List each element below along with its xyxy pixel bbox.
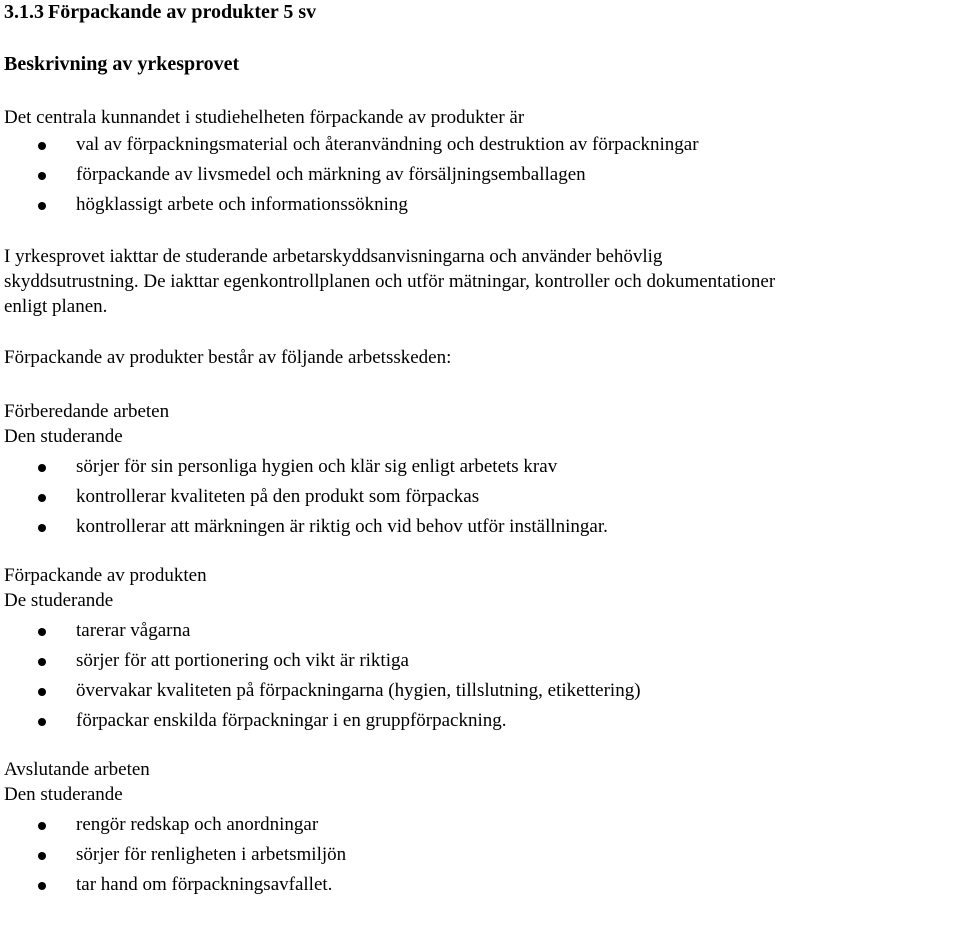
paragraph-line: skyddsutrustning. De iakttar egenkontrollplanen och utför mätningar, kontroller och dokumentationer [4, 271, 776, 292]
paragraph-line: I yrkesprovet iakttar de studerande arbetarskyddsanvisningarna och använder behövlig [4, 246, 663, 267]
safety-paragraph [4, 244, 956, 319]
bullet-icon [38, 718, 46, 726]
section-number: 3.1.3 [4, 1, 44, 23]
bullet-icon [38, 852, 46, 860]
bullet-icon [38, 202, 46, 210]
list-item: övervakar kvaliteten på förpackningarna (hygien, tillslutning, etikettering) [4, 676, 956, 706]
bullet-icon [38, 494, 46, 502]
phase-subject: Den studerande [4, 426, 123, 447]
bullet-icon [38, 882, 46, 890]
list-item: sörjer för sin personliga hygien och klär sig enligt arbetets krav [4, 452, 956, 482]
phase-list [4, 616, 956, 736]
list-item: förpackande av livsmedel och märkning av försäljningsemballagen [4, 160, 956, 190]
list-item: tar hand om förpackningsavfallet. [4, 870, 956, 900]
bullet-icon [38, 172, 46, 180]
phase-subject: De studerande [4, 590, 114, 611]
bullet-icon [38, 822, 46, 830]
list-item: kontrollerar att märkningen är riktig och vid behov utför inställningar. [4, 512, 956, 542]
bullet-icon [38, 524, 46, 532]
list-item: val av förpackningsmaterial och återanvändning och destruktion av förpackningar [4, 130, 956, 160]
bullet-icon [38, 464, 46, 472]
section-title: Förpackande av produkter 5 sv [48, 1, 317, 23]
subheading: Beskrivning av yrkesprovet [4, 53, 240, 75]
bullet-icon [38, 142, 46, 150]
document-page [4, 0, 956, 900]
list-item: högklassigt arbete och informationssökning [4, 190, 956, 220]
list-item: tarerar vågarna [4, 616, 956, 646]
phase-title: Avslutande arbeten [4, 759, 150, 780]
paragraph-line: enligt planen. [4, 296, 108, 317]
phase-title: Förpackande av produkten [4, 565, 207, 586]
phase-packaging [4, 563, 956, 736]
phases-intro: Förpackande av produkter består av följande arbetsskeden: [4, 347, 452, 368]
bullet-icon [38, 628, 46, 636]
list-item: förpackar enskilda förpackningar i en gruppförpackning. [4, 706, 956, 736]
list-item: sörjer för att portionering och vikt är riktiga [4, 646, 956, 676]
phase-title: Förberedande arbeten [4, 401, 170, 422]
list-item: rengör redskap och anordningar [4, 810, 956, 840]
phase-subject: Den studerande [4, 784, 123, 805]
bullet-icon [38, 658, 46, 666]
list-item: kontrollerar kvaliteten på den produkt som förpackas [4, 482, 956, 512]
intro-text: Det centrala kunnandet i studiehelheten förpackande av produkter är [4, 107, 525, 128]
phase-preparation [4, 399, 956, 542]
phase-finishing [4, 757, 956, 900]
phase-list [4, 452, 956, 542]
section-heading [4, 0, 956, 24]
phase-list [4, 810, 956, 900]
intro-list [4, 130, 956, 220]
list-item: sörjer för renligheten i arbetsmiljön [4, 840, 956, 870]
bullet-icon [38, 688, 46, 696]
